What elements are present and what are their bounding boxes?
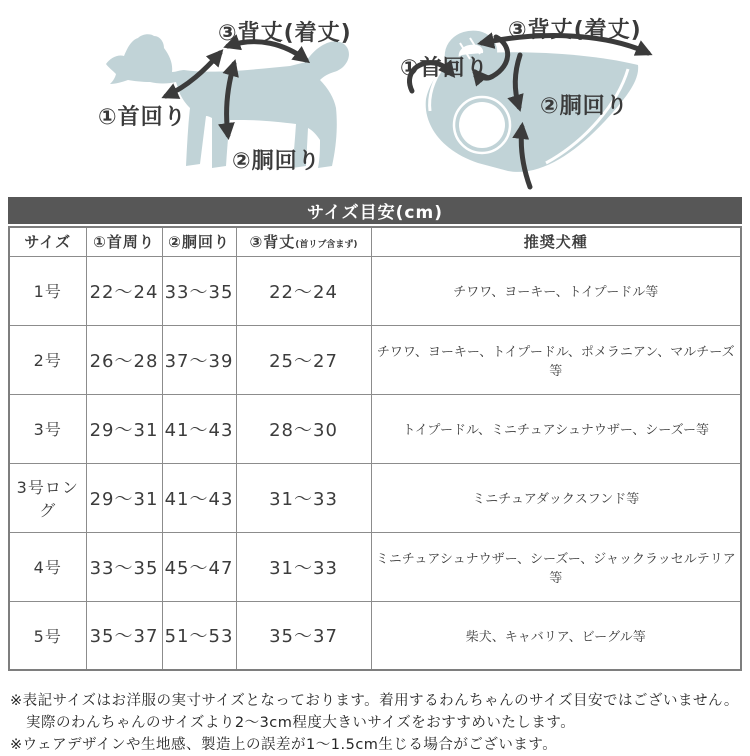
girth-cell: 37〜39 (162, 325, 236, 394)
size-cell: 4号 (9, 532, 86, 601)
breeds-cell: ミニチュアシュナウザー、シーズー、ジャックラッセルテリア等 (371, 532, 741, 601)
breeds-cell: 柴犬、キャバリア、ビーグル等 (371, 601, 741, 670)
neck-girth-label: ①首回り (400, 56, 489, 81)
back-cell: 28〜30 (236, 394, 371, 463)
garment-measurement-diagram (390, 3, 690, 193)
neck-cell: 29〜31 (86, 394, 162, 463)
girth-cell: 45〜47 (162, 532, 236, 601)
back-cell: 31〜33 (236, 463, 371, 532)
table-row (9, 394, 741, 463)
neck-cell: 26〜28 (86, 325, 162, 394)
size-cell: 5号 (9, 601, 86, 670)
footnote-line-2: 実際のわんちゃんのサイズより2〜3cm程度大きいサイズをおすすめいたします。 (26, 715, 576, 731)
header-back-note: (首リブ含まず) (295, 240, 358, 251)
body-girth-label: ②胴回り (540, 94, 629, 119)
table-row (9, 601, 741, 670)
header-back: ③背丈(首リブ含まず) (236, 227, 371, 256)
size-cell: 1号 (9, 256, 86, 325)
header-size: サイズ (9, 227, 86, 256)
table-row (9, 325, 741, 394)
header-girth: ②胴回り (162, 227, 236, 256)
breeds-cell: チワワ、ヨーキー、トイプードル、ポメラニアン、マルチーズ等 (371, 325, 741, 394)
table-title: サイズ目安(cm) (307, 203, 443, 223)
dog-measurement-diagram (80, 8, 360, 192)
neck-cell: 29〜31 (86, 463, 162, 532)
back-length-label: ③背丈(着丈) (508, 18, 642, 43)
size-table (8, 226, 742, 671)
back-cell: 35〜37 (236, 601, 371, 670)
neck-girth-label: ①首回り (98, 105, 187, 130)
neck-cell: 22〜24 (86, 256, 162, 325)
girth-cell: 41〜43 (162, 394, 236, 463)
girth-cell: 33〜35 (162, 256, 236, 325)
breeds-cell: チワワ、ヨーキー、トイプードル等 (371, 256, 741, 325)
girth-cell: 51〜53 (162, 601, 236, 670)
body-girth-label: ②胴回り (232, 149, 321, 174)
footnotes (10, 690, 748, 756)
size-cell: 3号ロング (9, 463, 86, 532)
size-cell: 3号 (9, 394, 86, 463)
table-title-bar (8, 197, 742, 224)
size-table-section (8, 197, 742, 671)
leg-hole (459, 102, 505, 148)
back-length-label: ③背丈(着丈) (218, 21, 352, 46)
header-breeds: 推奨犬種 (371, 227, 741, 256)
table-row (9, 532, 741, 601)
breeds-cell: トイプードル、ミニチュアシュナウザー、シーズー等 (371, 394, 741, 463)
table-row (9, 463, 741, 532)
back-cell: 31〜33 (236, 532, 371, 601)
neck-cell: 35〜37 (86, 601, 162, 670)
girth-cell: 41〜43 (162, 463, 236, 532)
measurement-diagrams (0, 0, 750, 196)
footnote-line-3: ※ウェアデザインや生地感、製造上の誤差が1〜1.5cm生じる場合がございます。 (10, 737, 558, 753)
table-row (9, 256, 741, 325)
footnote-line-1: ※表記サイズはお洋服の実寸サイズとなっております。着用するわんちゃんのサイズ目安ではございません。 (10, 693, 739, 709)
back-cell: 22〜24 (236, 256, 371, 325)
size-cell: 2号 (9, 325, 86, 394)
back-cell: 25〜27 (236, 325, 371, 394)
neck-cell: 33〜35 (86, 532, 162, 601)
breeds-cell: ミニチュアダックスフンド等 (371, 463, 741, 532)
header-row (9, 227, 741, 256)
header-neck: ①首周り (86, 227, 162, 256)
